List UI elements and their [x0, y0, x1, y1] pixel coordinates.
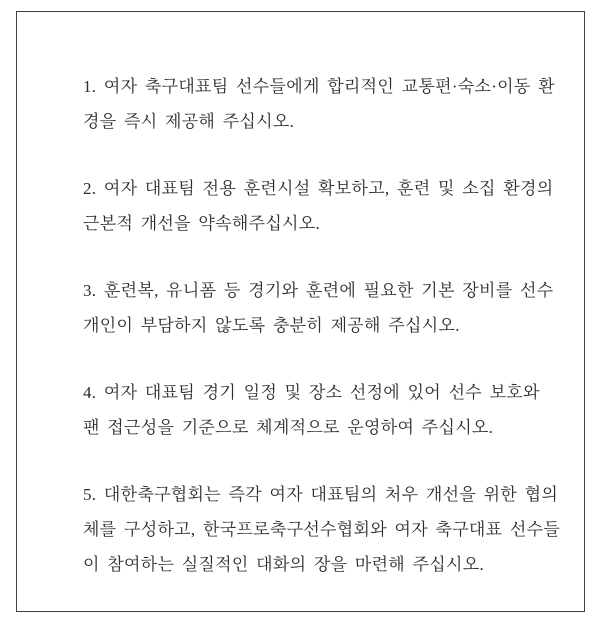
- document-line: 체를 구성하고, 한국프로축구선수협회와 여자 축구대표 선수들: [83, 520, 561, 539]
- document-item: [83, 375, 572, 445]
- document-line: 4. 여자 대표팀 경기 일정 및 장소 선정에 있어 선수 보호와: [83, 383, 540, 402]
- document-line: 5. 대한축구협회는 즉각 여자 대표팀의 처우 개선을 위한 협의: [83, 485, 559, 504]
- document-item: [83, 477, 572, 582]
- document-body: [17, 12, 584, 582]
- document-line: 3. 훈련복, 유니폼 등 경기와 훈련에 필요한 기본 장비를 선수: [83, 281, 554, 300]
- document-line: 근본적 개선을 약속해주십시오.: [83, 214, 321, 233]
- document-item: [83, 171, 572, 241]
- document-line: 1. 여자 축구대표팀 선수들에게 합리적인 교통편·숙소·이동 환: [83, 77, 555, 96]
- document-line: 이 참여하는 실질적인 대화의 장을 마련해 주십시오.: [83, 555, 485, 574]
- document-line: 경을 즉시 제공해 주십시오.: [83, 112, 295, 131]
- document-frame: [16, 11, 585, 612]
- document-line: 개인이 부담하지 않도록 충분히 제공해 주십시오.: [83, 316, 460, 335]
- document-line: 2. 여자 대표팀 전용 훈련시설 확보하고, 훈련 및 소집 환경의: [83, 179, 554, 198]
- document-line: 팬 접근성을 기준으로 체계적으로 운영하여 주십시오.: [83, 418, 494, 437]
- document-item: [83, 273, 572, 343]
- document-item: [83, 69, 572, 139]
